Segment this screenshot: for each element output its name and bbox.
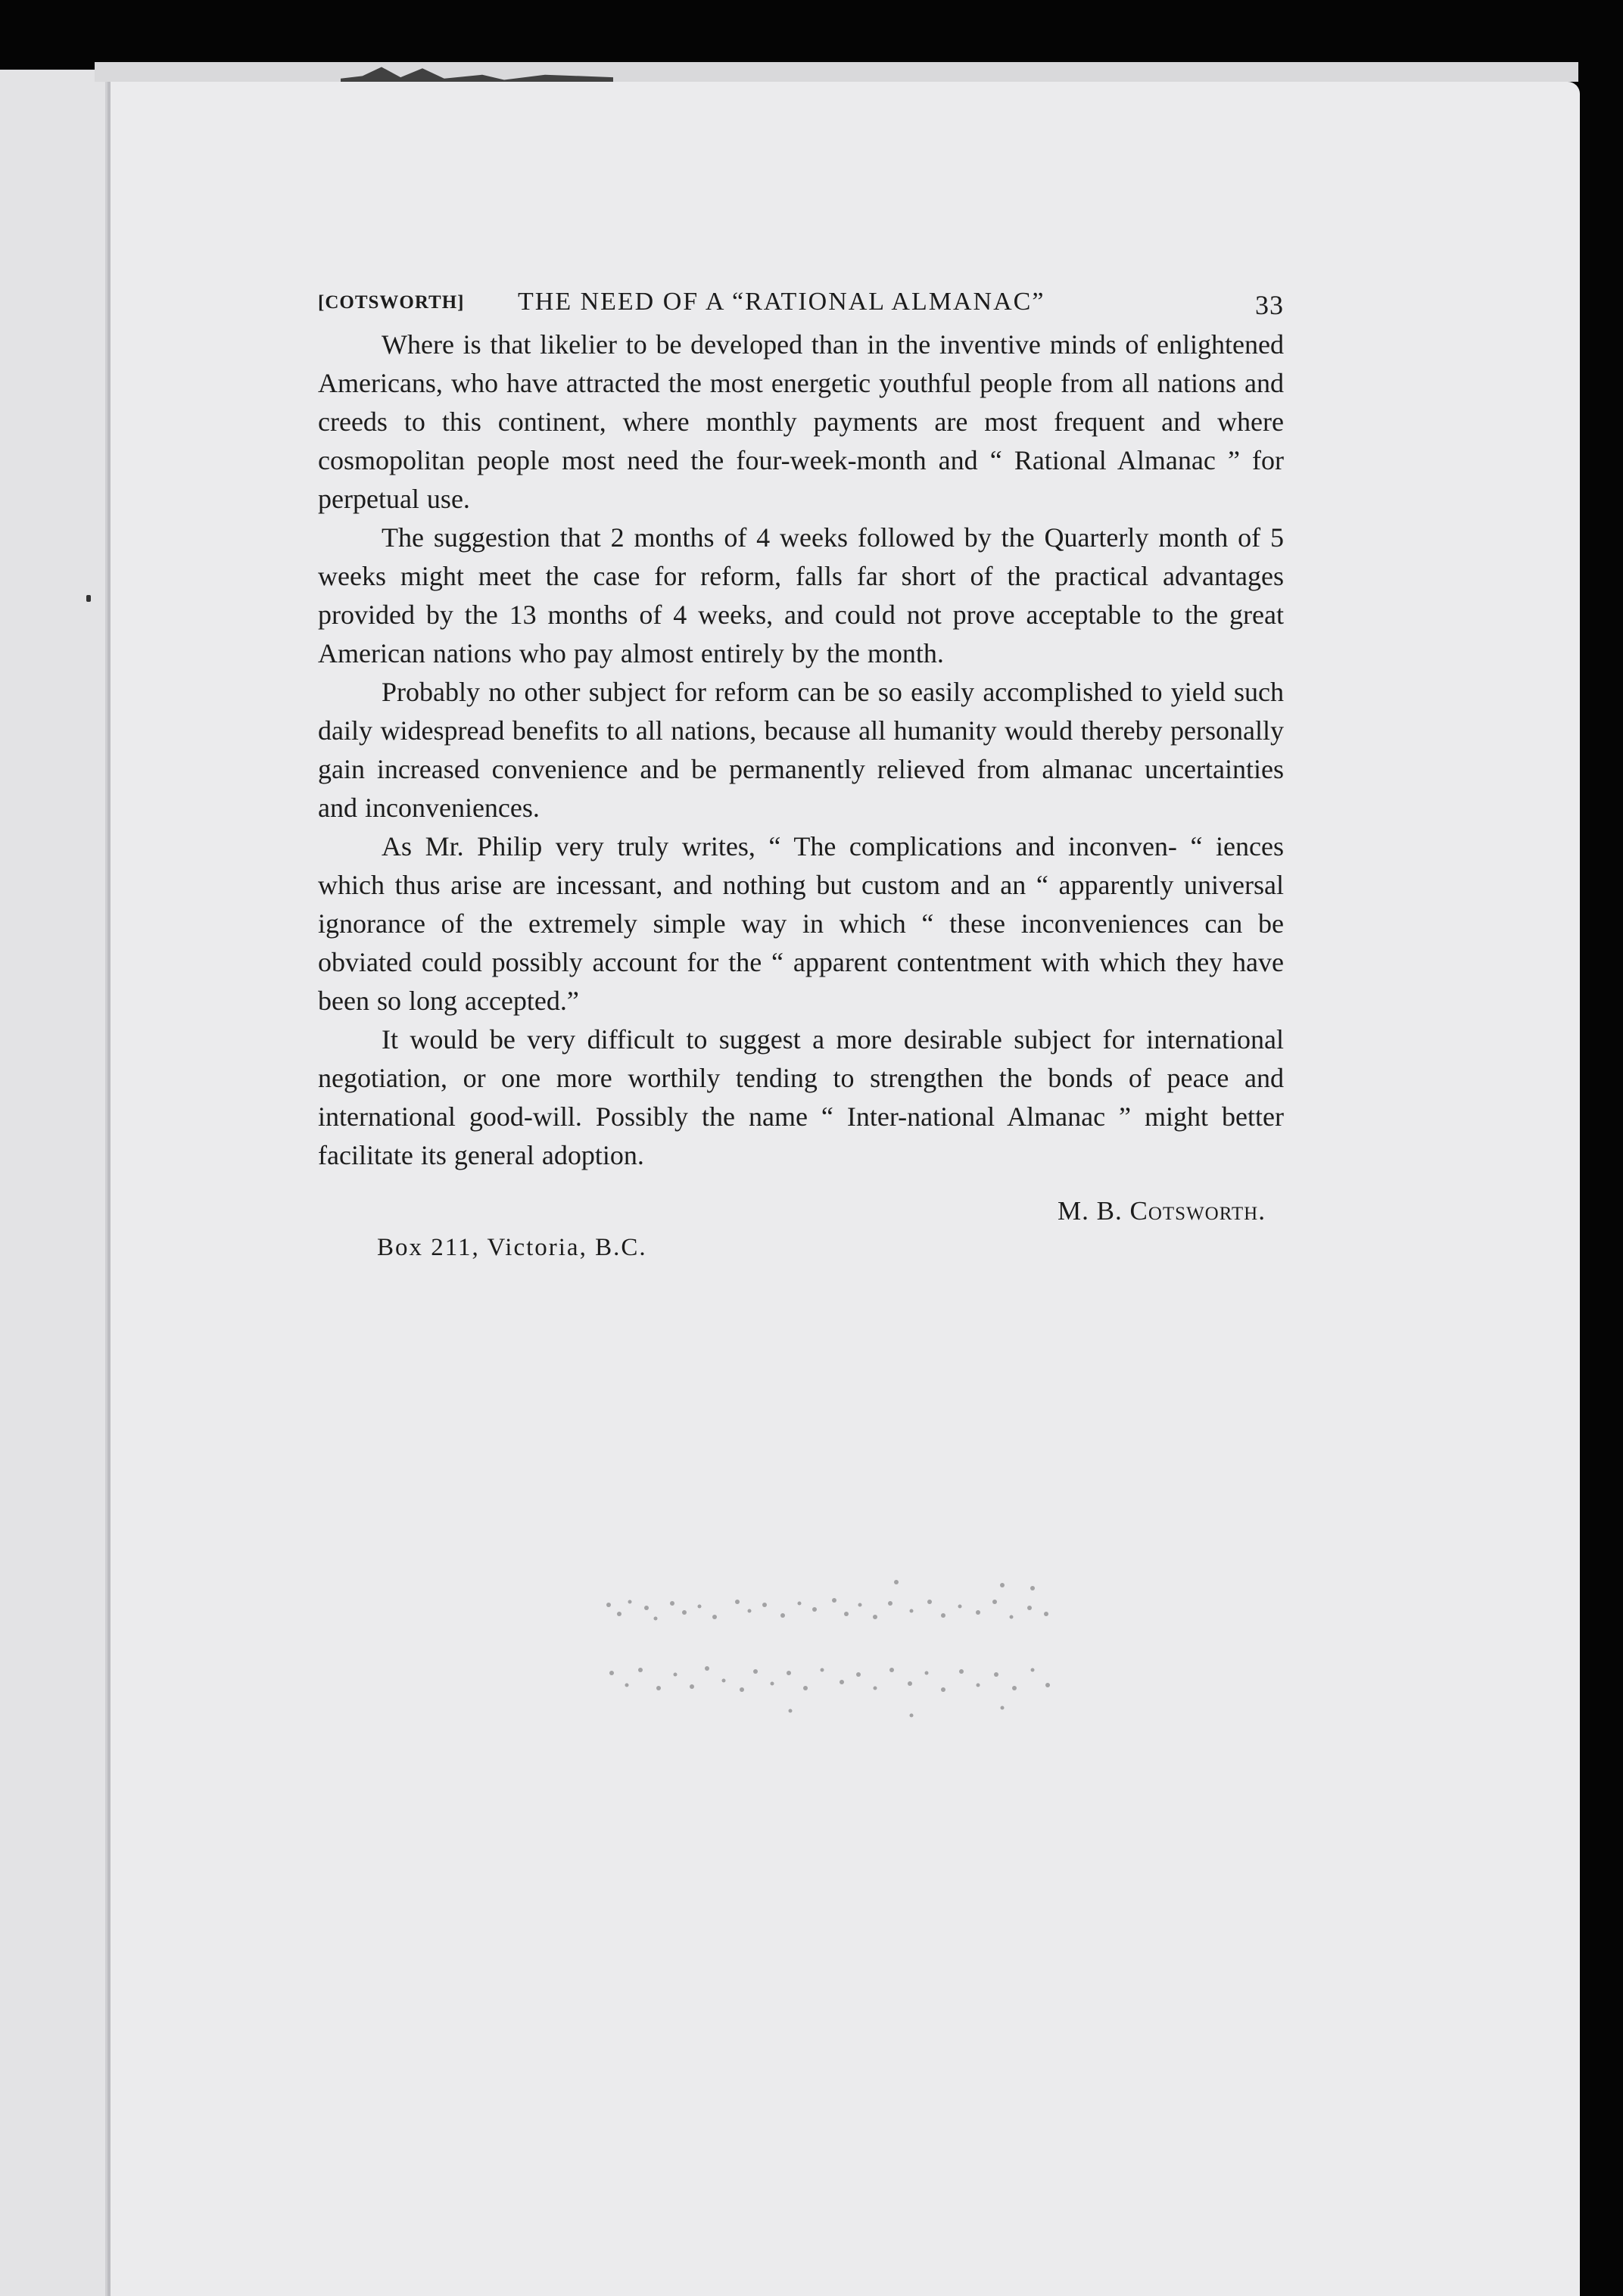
author-address: Box 211, Victoria, B.C. xyxy=(377,1234,647,1261)
previous-page-edge xyxy=(0,70,114,2296)
paragraph-1: Where is that likelier to be developed than in the inventive minds of enlightened Americans, who have attracted the most energetic youthful people from all nations and creeds to this continent, where monthly payments are most frequent and where cosmopolitan people most need the four-week-month and “ Rational Almanac ” for perpetual use. xyxy=(318,329,1284,514)
page-content xyxy=(318,288,1284,1262)
paragraph-4: As Mr. Philip very truly writes, “ The complications and inconven- “ iences which thus arise are incessant, and nothing but custom and an “ apparently universal ignorance of the extremely simple way in which “ these inconveniences can be obviated could possibly account for the “ apparent contentment with which they have been so long accepted.” xyxy=(318,831,1284,1016)
top-page-strip xyxy=(95,62,1578,82)
paragraph-2: The suggestion that 2 months of 4 weeks followed by the Quarterly month of 5 weeks might meet the case for reform, falls far short of the practical advantages provided by the 13 months of 4 weeks, and could not prove acceptable to the great American nations who pay almost entirely by the month. xyxy=(318,522,1284,668)
paragraph-3: Probably no other subject for reform can be so easily accomplished to yield such daily widespread benefits to all nations, because all humanity would thereby personally gain increased convenience and be permanently relieved from almanac uncertainties and inconveniences. xyxy=(318,677,1284,823)
faded-stamp-impression xyxy=(593,1575,1063,1734)
author-signature: M. B. Cotsworth. xyxy=(1058,1196,1266,1226)
running-head-title: THE NEED OF A “RATIONAL ALMANAC” xyxy=(518,288,1045,316)
paragraph-5: It would be very difficult to suggest a more desirable subject for international negotiation, or one more worthily tending to strengthen the bonds of peace and international good-will. Possibly the name “ Inter-national Almanac ” might better facilitate its general adoption. xyxy=(318,1024,1284,1170)
running-head-author: [COTSWORTH] xyxy=(318,292,465,313)
page-spine xyxy=(107,82,111,2296)
page-number: 33 xyxy=(1255,290,1284,320)
stray-ink-mark xyxy=(86,595,91,602)
running-head xyxy=(318,288,1284,326)
